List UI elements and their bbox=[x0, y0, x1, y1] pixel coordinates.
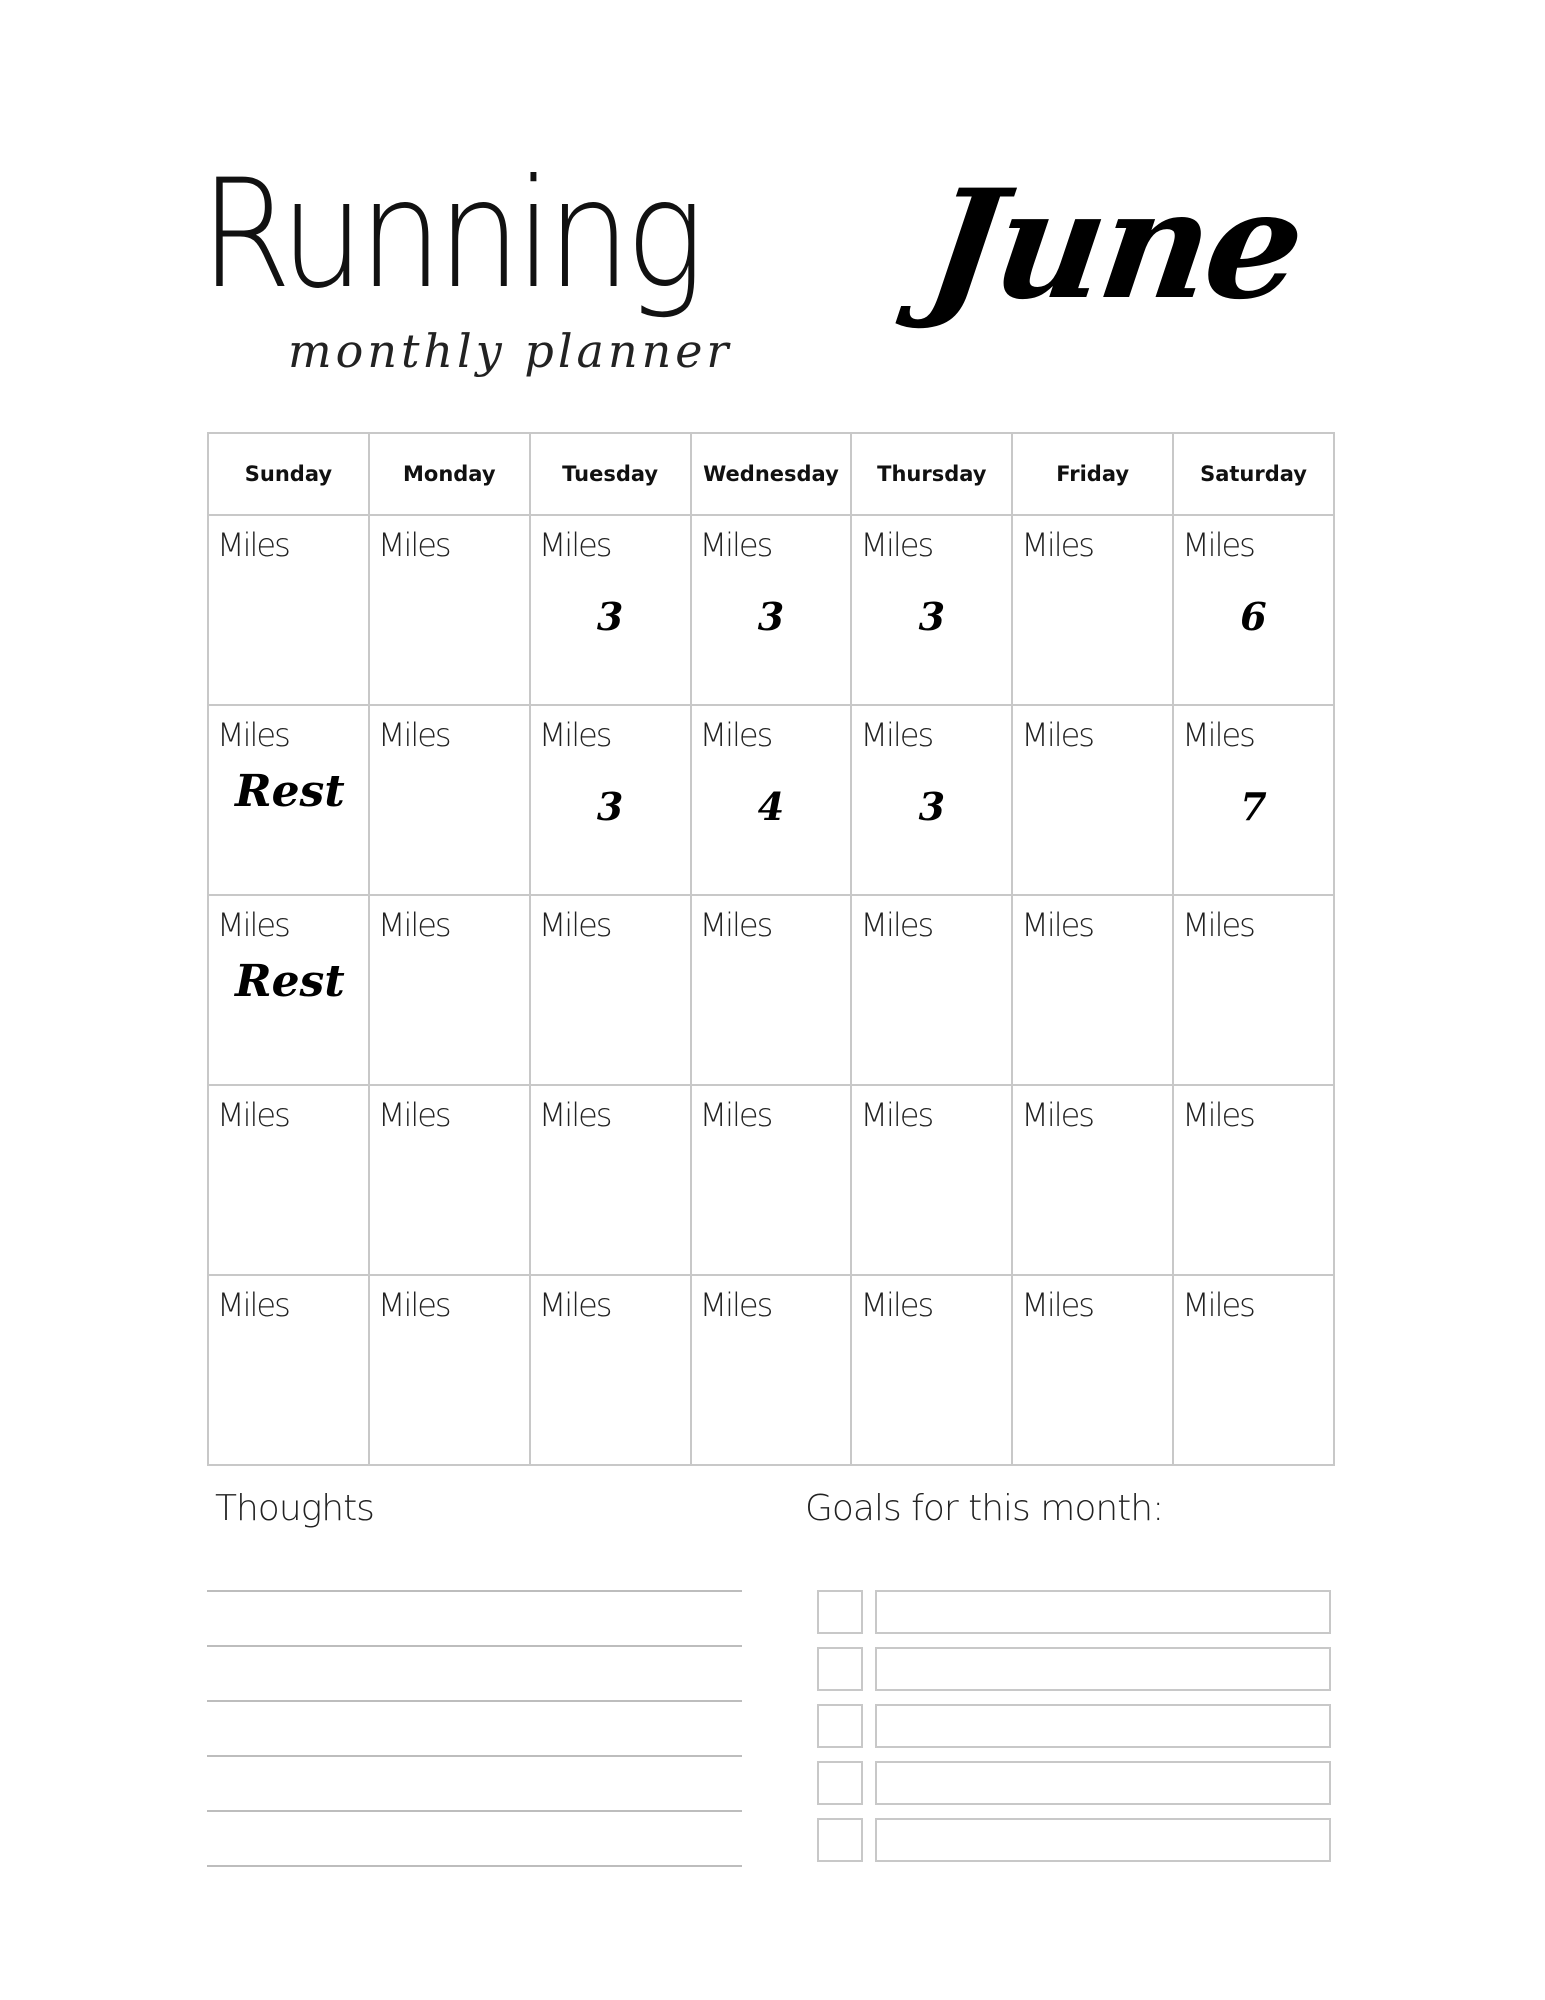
miles-label: Miles bbox=[860, 716, 933, 754]
day-cell-saturday[interactable] bbox=[1173, 895, 1334, 1085]
miles-label: Miles bbox=[538, 1286, 611, 1324]
miles-label: Miles bbox=[860, 526, 933, 564]
calendar-week-row bbox=[208, 515, 1334, 705]
day-cell-thursday[interactable] bbox=[851, 895, 1012, 1085]
page-title: Running bbox=[200, 148, 700, 322]
day-cell-wednesday[interactable] bbox=[691, 1275, 852, 1465]
day-cell-tuesday[interactable] bbox=[530, 515, 691, 705]
miles-label: Miles bbox=[860, 1096, 933, 1134]
miles-value: 3 bbox=[918, 784, 946, 829]
day-cell-friday[interactable] bbox=[1012, 705, 1173, 895]
miles-label: Miles bbox=[377, 526, 450, 564]
miles-label: Miles bbox=[860, 1286, 933, 1324]
day-cell-thursday[interactable] bbox=[851, 1085, 1012, 1275]
goal-input[interactable] bbox=[875, 1590, 1331, 1634]
thought-line[interactable] bbox=[207, 1865, 742, 1867]
day-cell-thursday[interactable] bbox=[851, 705, 1012, 895]
calendar-week-row bbox=[208, 1275, 1334, 1465]
miles-value: 6 bbox=[1240, 594, 1267, 639]
miles-label: Miles bbox=[1021, 1096, 1093, 1134]
goal-checkbox[interactable] bbox=[817, 1704, 863, 1748]
day-cell-tuesday[interactable] bbox=[530, 1275, 691, 1465]
miles-label: Miles bbox=[538, 906, 611, 944]
calendar-week-row bbox=[208, 705, 1334, 895]
calendar-week-row bbox=[208, 1085, 1334, 1275]
day-cell-sunday[interactable] bbox=[208, 1275, 369, 1465]
miles-label: Miles bbox=[217, 1096, 289, 1134]
day-cell-sunday[interactable] bbox=[208, 515, 369, 705]
goal-checkbox[interactable] bbox=[817, 1647, 863, 1691]
day-cell-wednesday[interactable] bbox=[691, 895, 852, 1085]
miles-value: 3 bbox=[596, 784, 624, 829]
day-cell-saturday[interactable] bbox=[1173, 705, 1334, 895]
miles-label: Miles bbox=[699, 1096, 772, 1134]
miles-value: Rest bbox=[235, 766, 345, 817]
miles-label: Miles bbox=[699, 526, 772, 564]
thought-line[interactable] bbox=[207, 1645, 742, 1647]
day-cell-tuesday[interactable] bbox=[530, 895, 691, 1085]
thought-line[interactable] bbox=[207, 1755, 742, 1757]
miles-label: Miles bbox=[1021, 716, 1093, 754]
goals-heading: Goals for this month: bbox=[805, 1488, 1164, 1529]
miles-label: Miles bbox=[1182, 716, 1254, 754]
goal-checkbox[interactable] bbox=[817, 1761, 863, 1805]
day-header-wednesday: Wednesday bbox=[691, 433, 852, 515]
miles-label: Miles bbox=[699, 906, 772, 944]
day-cell-saturday[interactable] bbox=[1173, 515, 1334, 705]
month-title: June bbox=[917, 157, 1311, 333]
miles-label: Miles bbox=[538, 1096, 611, 1134]
day-header-thursday: Thursday bbox=[851, 433, 1012, 515]
day-cell-saturday[interactable] bbox=[1173, 1275, 1334, 1465]
miles-label: Miles bbox=[699, 1286, 772, 1324]
miles-label: Miles bbox=[538, 526, 611, 564]
day-cell-monday[interactable] bbox=[369, 515, 530, 705]
day-cell-friday[interactable] bbox=[1012, 1085, 1173, 1275]
miles-label: Miles bbox=[377, 1096, 450, 1134]
day-cell-monday[interactable] bbox=[369, 1275, 530, 1465]
miles-label: Miles bbox=[1182, 1286, 1254, 1324]
miles-value: 4 bbox=[757, 784, 785, 829]
goal-input[interactable] bbox=[875, 1647, 1331, 1691]
page-subtitle: monthly planner bbox=[288, 324, 733, 378]
miles-value: 3 bbox=[596, 594, 624, 639]
miles-value: Rest bbox=[235, 956, 345, 1007]
day-cell-monday[interactable] bbox=[369, 1085, 530, 1275]
day-cell-monday[interactable] bbox=[369, 895, 530, 1085]
goal-checkbox[interactable] bbox=[817, 1590, 863, 1634]
miles-value: 3 bbox=[918, 594, 946, 639]
thought-line[interactable] bbox=[207, 1810, 742, 1812]
miles-label: Miles bbox=[1021, 526, 1093, 564]
miles-label: Miles bbox=[217, 1286, 289, 1324]
thoughts-heading: Thoughts bbox=[215, 1488, 374, 1529]
miles-label: Miles bbox=[377, 716, 450, 754]
miles-label: Miles bbox=[377, 1286, 450, 1324]
calendar-header-row bbox=[208, 433, 1334, 515]
calendar-grid bbox=[207, 432, 1335, 1466]
miles-label: Miles bbox=[377, 906, 450, 944]
day-cell-wednesday[interactable] bbox=[691, 1085, 852, 1275]
day-cell-wednesday[interactable] bbox=[691, 705, 852, 895]
miles-label: Miles bbox=[1021, 1286, 1093, 1324]
day-cell-sunday[interactable] bbox=[208, 895, 369, 1085]
miles-label: Miles bbox=[217, 716, 289, 754]
day-cell-sunday[interactable] bbox=[208, 705, 369, 895]
miles-label: Miles bbox=[217, 526, 289, 564]
day-header-monday: Monday bbox=[369, 433, 530, 515]
day-header-saturday: Saturday bbox=[1173, 433, 1334, 515]
day-cell-friday[interactable] bbox=[1012, 515, 1173, 705]
thought-line[interactable] bbox=[207, 1590, 742, 1592]
day-header-tuesday: Tuesday bbox=[530, 433, 691, 515]
miles-label: Miles bbox=[1182, 526, 1254, 564]
day-header-friday: Friday bbox=[1012, 433, 1173, 515]
day-cell-saturday[interactable] bbox=[1173, 1085, 1334, 1275]
thought-line[interactable] bbox=[207, 1700, 742, 1702]
goal-checkbox[interactable] bbox=[817, 1818, 863, 1862]
day-cell-thursday[interactable] bbox=[851, 1275, 1012, 1465]
goal-input[interactable] bbox=[875, 1818, 1331, 1862]
day-cell-friday[interactable] bbox=[1012, 895, 1173, 1085]
miles-value: 3 bbox=[757, 594, 785, 639]
day-cell-tuesday[interactable] bbox=[530, 705, 691, 895]
miles-label: Miles bbox=[217, 906, 289, 944]
calendar-week-row bbox=[208, 895, 1334, 1085]
goal-input[interactable] bbox=[875, 1761, 1331, 1805]
miles-label: Miles bbox=[538, 716, 611, 754]
goal-input[interactable] bbox=[875, 1704, 1331, 1748]
miles-label: Miles bbox=[1182, 1096, 1254, 1134]
day-cell-tuesday[interactable] bbox=[530, 1085, 691, 1275]
miles-label: Miles bbox=[699, 716, 772, 754]
miles-label: Miles bbox=[1021, 906, 1093, 944]
miles-value: 7 bbox=[1240, 784, 1267, 829]
day-cell-friday[interactable] bbox=[1012, 1275, 1173, 1465]
day-header-sunday: Sunday bbox=[208, 433, 369, 515]
miles-label: Miles bbox=[1182, 906, 1254, 944]
day-cell-monday[interactable] bbox=[369, 705, 530, 895]
day-cell-sunday[interactable] bbox=[208, 1085, 369, 1275]
day-cell-thursday[interactable] bbox=[851, 515, 1012, 705]
miles-label: Miles bbox=[860, 906, 933, 944]
day-cell-wednesday[interactable] bbox=[691, 515, 852, 705]
